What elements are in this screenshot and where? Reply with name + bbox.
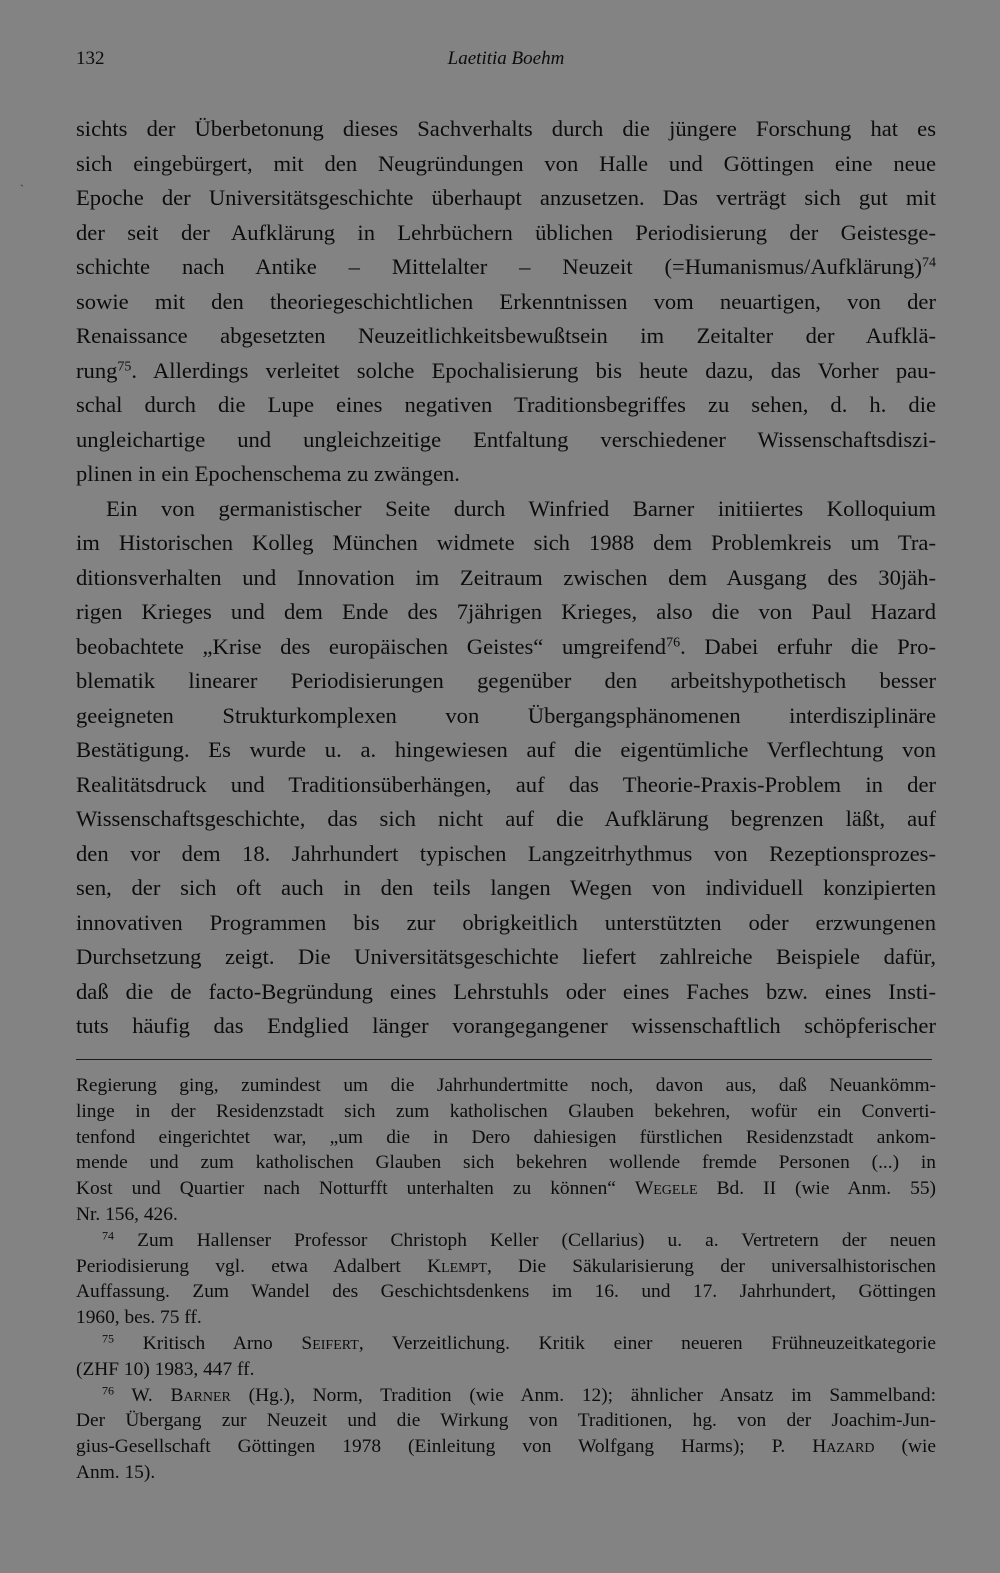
body-line: sichts der Überbetonung dieses Sachverhalts durch die jüngere Forschung hat es [76,116,936,141]
footnote-74: $^{74}$ Zum Hallenser Professor Christoph Keller (Cellarius) u. a. Vertretern der neuen [102,1228,936,1251]
body-line: Renaissance abgesetzten Neuzeitlichkeitsbewußtsein im Zeitalter der Aufklä- [76,323,936,348]
body-line: sich eingebürgert, mit den Neugründungen von Halle und Göttingen eine neue [76,150,936,176]
body-line: sowie mit den theoriegeschichtlichen Erkenntnissen vom neuartigen, von der [76,288,936,314]
body-line: Ein von germanistischer Seite durch Winfried Barner initiiertes Kolloquium [106,495,936,521]
footnote-line: Nr. 156, 426. [76,1203,178,1225]
body-line: ditionsverhalten und Innovation im Zeitraum zwischen dem Ausgang des 30jäh- [76,564,936,590]
footnote-ref-76: 76 [666,634,681,650]
body-line: Realitätsdruck und Traditionsüberhängen, auf das Theorie-Praxis-Problem in der [76,771,936,797]
margin-mark: ` [20,182,24,196]
footnote-ref-74: 74 [922,255,936,271]
page-number: 132 [76,48,105,69]
footnote-line: Anm. 15). [76,1461,156,1483]
footnote-line: tenfond eingerichtet war, „um die in Dero dahiesigen fürstlichen Residenzstadt ankom- [76,1126,936,1148]
footnote-76: $^{76}$ W. Barner (Hg.), Norm, Tradition (wie Anm. 12); ähnlicher Ansatz im Sammelband: [102,1382,936,1406]
body-line: ungleichartige und ungleichzeitige Entfaltung verschiedener Wissenschaftsdiszi- [76,426,936,452]
footnote-line: mende und zum katholischen Glauben sich bekehren wollende fremde Personen (...) in [76,1152,936,1174]
running-head: Laetitia Boehm [447,48,565,69]
body-line: geeigneten Strukturkomplexen von Übergangsphänomenen interdisziplinäre [76,702,936,728]
body-line: blematik linearer Periodisierungen gegenüber den arbeitshypothetisch besser [76,668,936,693]
body-line: innovativen Programmen bis zur obrigkeitlich unterstützten oder erzwungenen [76,909,936,935]
body-line: rigen Krieges und dem Ende des 7jährigen Krieges, also die von Paul Hazard [76,599,936,624]
body-line: Epoche der Universitätsgeschichte überhaupt anzusetzen. Das verträgt sich gut mit [76,185,936,210]
body-line: den vor dem 18. Jahrhundert typischen Langzeitrhythmus von Rezeptionsprozes- [76,840,936,866]
body-line: im Historischen Kolleg München widmete sich 1988 dem Problemkreis um Tra- [76,530,936,555]
footnote-ref-75: 75 [117,358,132,374]
body-line: plinen in ein Epochenschema zu zwängen. [76,461,460,486]
footnote-line: linge in der Residenzstadt sich zum katholischen Glauben bekehren, wofür ein Converti- [76,1100,936,1122]
footnote-line: Regierung ging, zumindest um die Jahrhundertmitte noch, davon aus, daß Neuankömm- [76,1075,936,1096]
footnote-rule [76,1059,932,1060]
page-header [76,48,936,78]
body-line: der seit der Aufklärung in Lehrbüchern üblichen Periodisierung der Geistesge- [76,219,936,245]
body-line: Wissenschaftsgeschichte, das sich nicht auf die Aufklärung begrenzen läßt, auf [76,806,936,831]
body-text [76,112,936,1044]
body-line: tuts häufig das Endglied länger vorangegangener wissenschaftlich schöpferischer [76,1013,936,1038]
footnotes [76,1073,936,1486]
body-line: Durchsetzung zeigt. Die Universitätsgeschichte liefert zahlreiche Beispiele dafür, [76,944,936,969]
body-line: schichte nach Antike – Mittelalter – Neuzeit (=Humanismus/Aufklärung)$^{74}$ [76,254,936,279]
body-line: sen, der sich oft auch in den teils langen Wegen von individuell konzipierten [76,875,936,900]
footnote-line: (ZHF 10) 1983, 447 ff. [76,1358,255,1380]
body-line: schal durch die Lupe eines negativen Traditionsbegriffes zu sehen, d. h. die [76,392,936,417]
footnote-line: 1960, bes. 75 ff. [76,1307,202,1329]
body-line: rung$^{75}$. Allerdings verleitet solche Epochalisierung bis heute dazu, das Vorher pau- [76,357,936,383]
footnote-line: Der Übergang zur Neuzeit und die Wirkung von Traditionen, hg. von der Joachim-Jun- [76,1410,936,1432]
body-line: beobachtete „Krise des europäischen Geistes“ umgreifend$^{76}$. Dabei erfuhr die Pro- [76,633,936,659]
footnote-line: Kost und Quartier nach Notturfft unterhalten zu können“ Wegele Bd. II (wie Anm. 55) [76,1178,936,1200]
footnote-line: Periodisierung vgl. etwa Adalbert Klempt, Die Säkularisierung der universalhistorischen [76,1255,937,1277]
footnote-line: gius-Gesellschaft Göttingen 1978 (Einleitung von Wolfgang Harms); P. Hazard (wie [76,1436,936,1458]
footnote-line: Auffassung. Zum Wandel des Geschichtsdenkens im 16. und 17. Jahrhundert, Göttingen [76,1281,936,1303]
body-line: Bestätigung. Es wurde u. a. hingewiesen auf die eigentümliche Verflechtung von [76,737,936,762]
body-line: daß die de facto-Begründung eines Lehrstuhls oder eines Faches bzw. eines Insti- [76,978,936,1004]
footnote-75: $^{75}$ Kritisch Arno Seifert, Verzeitlichung. Kritik einer neueren Frühneuzeitkategorie [102,1331,936,1354]
